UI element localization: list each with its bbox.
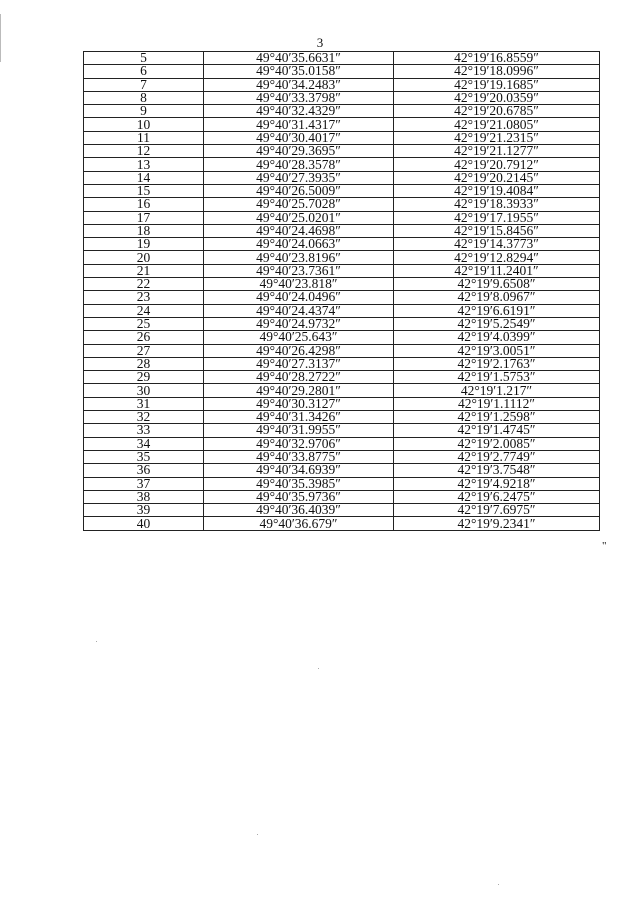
point-number-cell: 35: [84, 450, 204, 463]
table-row: [84, 464, 600, 477]
latitude-cell: 49°40′27.3137″: [204, 357, 394, 370]
longitude-cell: 42°19′1.2598″: [394, 411, 600, 424]
longitude-cell: 42°19′21.0805″: [394, 118, 600, 131]
longitude-cell: 42°19′7.6975″: [394, 504, 600, 517]
point-number-cell: 21: [84, 264, 204, 277]
point-number-cell: 14: [84, 171, 204, 184]
longitude-cell: 42°19′18.0996″: [394, 65, 600, 78]
latitude-cell: 49°40′23.7361″: [204, 264, 394, 277]
point-number-cell: 16: [84, 198, 204, 211]
point-number-cell: 20: [84, 251, 204, 264]
table-row: [84, 477, 600, 490]
latitude-cell: 49°40′35.3985″: [204, 477, 394, 490]
longitude-cell: 42°19′2.1763″: [394, 357, 600, 370]
latitude-cell: 49°40′23.818″: [204, 278, 394, 291]
point-number-cell: 33: [84, 424, 204, 437]
scan-speck: [257, 834, 258, 835]
longitude-cell: 42°19′1.1112″: [394, 397, 600, 410]
table-row: [84, 211, 600, 224]
longitude-cell: 42°19′9.6508″: [394, 278, 600, 291]
point-number-cell: 15: [84, 184, 204, 197]
point-number-cell: 34: [84, 437, 204, 450]
longitude-cell: 42°19′15.8456″: [394, 224, 600, 237]
point-number-cell: 10: [84, 118, 204, 131]
table-row: [84, 304, 600, 317]
table-row: [84, 251, 600, 264]
coordinates-table-body: [84, 52, 600, 531]
point-number-cell: 39: [84, 504, 204, 517]
table-row: [84, 145, 600, 158]
longitude-cell: 42°19′20.6785″: [394, 105, 600, 118]
latitude-cell: 49°40′25.0201″: [204, 211, 394, 224]
table-row: [84, 78, 600, 91]
latitude-cell: 49°40′28.3578″: [204, 158, 394, 171]
scan-speck: [96, 641, 97, 642]
latitude-cell: 49°40′24.0496″: [204, 291, 394, 304]
table-row: [84, 91, 600, 104]
point-number-cell: 8: [84, 91, 204, 104]
point-number-cell: 31: [84, 397, 204, 410]
table-row: [84, 344, 600, 357]
latitude-cell: 49°40′31.9955″: [204, 424, 394, 437]
scan-speck: [498, 884, 499, 885]
latitude-cell: 49°40′32.9706″: [204, 437, 394, 450]
table-row: [84, 317, 600, 330]
longitude-cell: 42°19′2.7749″: [394, 450, 600, 463]
point-number-cell: 19: [84, 238, 204, 251]
table-row: [84, 291, 600, 304]
longitude-cell: 42°19′19.1685″: [394, 78, 600, 91]
latitude-cell: 49°40′27.3935″: [204, 171, 394, 184]
latitude-cell: 49°40′24.9732″: [204, 317, 394, 330]
page-number: 3: [316, 35, 324, 50]
longitude-cell: 42°19′18.3933″: [394, 198, 600, 211]
table-row: [84, 331, 600, 344]
point-number-cell: 13: [84, 158, 204, 171]
longitude-cell: 42°19′9.2341″: [394, 517, 600, 530]
closing-quote-mark: ": [602, 540, 607, 552]
coordinates-table: [83, 51, 600, 531]
longitude-cell: 42°19′1.217″: [394, 384, 600, 397]
longitude-cell: 42°19′4.0399″: [394, 331, 600, 344]
point-number-cell: 26: [84, 331, 204, 344]
longitude-cell: 42°19′21.1277″: [394, 145, 600, 158]
table-row: [84, 52, 600, 65]
longitude-cell: 42°19′6.6191″: [394, 304, 600, 317]
longitude-cell: 42°19′16.8559″: [394, 52, 600, 65]
point-number-cell: 24: [84, 304, 204, 317]
longitude-cell: 42°19′21.2315″: [394, 131, 600, 144]
longitude-cell: 42°19′1.5753″: [394, 371, 600, 384]
latitude-cell: 49°40′26.5009″: [204, 184, 394, 197]
table-row: [84, 437, 600, 450]
point-number-cell: 5: [84, 52, 204, 65]
table-row: [84, 158, 600, 171]
latitude-cell: 49°40′34.2483″: [204, 78, 394, 91]
latitude-cell: 49°40′30.3127″: [204, 397, 394, 410]
point-number-cell: 7: [84, 78, 204, 91]
table-row: [84, 490, 600, 503]
latitude-cell: 49°40′35.0158″: [204, 65, 394, 78]
longitude-cell: 42°19′12.8294″: [394, 251, 600, 264]
latitude-cell: 49°40′24.0663″: [204, 238, 394, 251]
latitude-cell: 49°40′32.4329″: [204, 105, 394, 118]
latitude-cell: 49°40′36.4039″: [204, 504, 394, 517]
point-number-cell: 18: [84, 224, 204, 237]
table-row: [84, 517, 600, 530]
latitude-cell: 49°40′30.4017″: [204, 131, 394, 144]
latitude-cell: 49°40′28.2722″: [204, 371, 394, 384]
table-row: [84, 371, 600, 384]
latitude-cell: 49°40′29.2801″: [204, 384, 394, 397]
table-row: [84, 278, 600, 291]
point-number-cell: 36: [84, 464, 204, 477]
longitude-cell: 42°19′3.7548″: [394, 464, 600, 477]
table-row: [84, 357, 600, 370]
point-number-cell: 27: [84, 344, 204, 357]
latitude-cell: 49°40′31.4317″: [204, 118, 394, 131]
point-number-cell: 6: [84, 65, 204, 78]
table-row: [84, 118, 600, 131]
latitude-cell: 49°40′34.6939″: [204, 464, 394, 477]
table-row: [84, 105, 600, 118]
longitude-cell: 42°19′5.2549″: [394, 317, 600, 330]
table-row: [84, 238, 600, 251]
longitude-cell: 42°19′19.4084″: [394, 184, 600, 197]
longitude-cell: 42°19′2.0085″: [394, 437, 600, 450]
latitude-cell: 49°40′35.6631″: [204, 52, 394, 65]
latitude-cell: 49°40′31.3426″: [204, 411, 394, 424]
longitude-cell: 42°19′17.1955″: [394, 211, 600, 224]
point-number-cell: 17: [84, 211, 204, 224]
point-number-cell: 9: [84, 105, 204, 118]
point-number-cell: 40: [84, 517, 204, 530]
table-row: [84, 424, 600, 437]
longitude-cell: 42°19′6.2475″: [394, 490, 600, 503]
point-number-cell: 28: [84, 357, 204, 370]
latitude-cell: 49°40′23.8196″: [204, 251, 394, 264]
latitude-cell: 49°40′24.4374″: [204, 304, 394, 317]
point-number-cell: 32: [84, 411, 204, 424]
latitude-cell: 49°40′29.3695″: [204, 145, 394, 158]
latitude-cell: 49°40′24.4698″: [204, 224, 394, 237]
table-row: [84, 184, 600, 197]
longitude-cell: 42°19′11.2401″: [394, 264, 600, 277]
table-row: [84, 450, 600, 463]
table-row: [84, 264, 600, 277]
table-row: [84, 224, 600, 237]
table-row: [84, 411, 600, 424]
point-number-cell: 30: [84, 384, 204, 397]
longitude-cell: 42°19′20.0359″: [394, 91, 600, 104]
table-row: [84, 171, 600, 184]
point-number-cell: 23: [84, 291, 204, 304]
point-number-cell: 29: [84, 371, 204, 384]
longitude-cell: 42°19′20.7912″: [394, 158, 600, 171]
point-number-cell: 38: [84, 490, 204, 503]
scan-speck: [318, 668, 319, 669]
table-row: [84, 131, 600, 144]
longitude-cell: 42°19′8.0967″: [394, 291, 600, 304]
latitude-cell: 49°40′25.7028″: [204, 198, 394, 211]
point-number-cell: 11: [84, 131, 204, 144]
latitude-cell: 49°40′33.8775″: [204, 450, 394, 463]
longitude-cell: 42°19′20.2145″: [394, 171, 600, 184]
point-number-cell: 37: [84, 477, 204, 490]
latitude-cell: 49°40′36.679″: [204, 517, 394, 530]
latitude-cell: 49°40′33.3798″: [204, 91, 394, 104]
table-row: [84, 384, 600, 397]
latitude-cell: 49°40′25.643″: [204, 331, 394, 344]
point-number-cell: 25: [84, 317, 204, 330]
longitude-cell: 42°19′3.0051″: [394, 344, 600, 357]
table-row: [84, 65, 600, 78]
latitude-cell: 49°40′35.9736″: [204, 490, 394, 503]
table-row: [84, 198, 600, 211]
point-number-cell: 12: [84, 145, 204, 158]
table-row: [84, 504, 600, 517]
point-number-cell: 22: [84, 278, 204, 291]
longitude-cell: 42°19′1.4745″: [394, 424, 600, 437]
longitude-cell: 42°19′14.3773″: [394, 238, 600, 251]
table-row: [84, 397, 600, 410]
latitude-cell: 49°40′26.4298″: [204, 344, 394, 357]
longitude-cell: 42°19′4.9218″: [394, 477, 600, 490]
